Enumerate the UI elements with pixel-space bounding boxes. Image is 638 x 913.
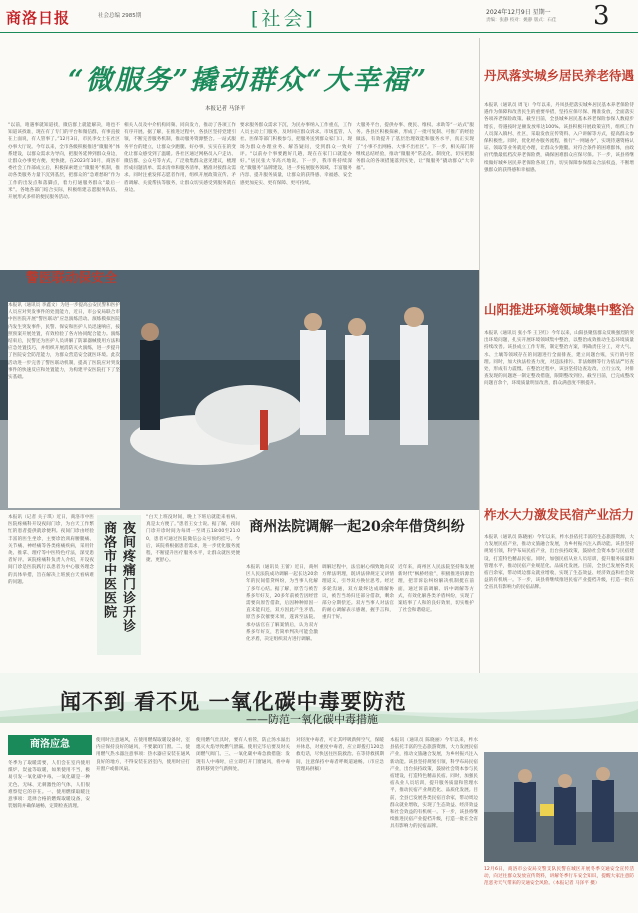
masthead xyxy=(0,0,638,38)
tcm-col-1: 本报讯（记者 关子琪）近日，商洛市中医医院疼痛科开设夜间门诊，为白天工作繁忙的患者提供就诊便利。夜间门诊由经验丰富的医生坐诊，主要诊治颈肩腰腿痛、关节痛、神经痛等各类疼痛疾病，采用针灸、推拿、理疗等中医特色疗法，深受患者好评。该院疼痛科负责人介绍，开设夜间门诊是医院践行以患者为中心服务理念的具体举措，旨在解决上班族白天看病难的问题。 xyxy=(8,515,94,585)
header-rule xyxy=(0,32,638,33)
emergency-tag: 商洛应急 xyxy=(8,735,92,755)
date-line: 2024年12月9日 星期一 xyxy=(486,9,551,16)
court-col-2: 调解过程中，法官耐心细致地向双方释法明理，既讲法律规定又讲情理道义，引导双方换位思考。经过多轮沟通，双方最终达成调解协议，被告当场归还部分借款，剩余部分分期偿还。双方当事人对法官的耐心调解表示感谢，握手言和，重归于好。 xyxy=(322,565,394,621)
lead-headline: “微服务”撬动群众“大幸福” xyxy=(67,65,429,96)
tcm-vertical-title-box xyxy=(97,515,141,655)
court-title: 商州法院调解一起20余年借贷纠纷 xyxy=(249,519,465,535)
photo-caption: 12月6日，商洛市公安局交警支队民警在城区开展冬季交通安全宣传活动，向过往群众发放宣传资料，讲解冬季行车安全知识，提醒大家注意防范恶劣天气带来的交通安全风险。（本报记者 马泽平 摄） xyxy=(484,867,634,887)
page-number: 3 xyxy=(593,1,610,31)
court-col-1: 本报讯（通讯员 王蕾）近日，商州区人民法院成功调解一起长达20余年的民间借贷纠纷，为当事人化解了多年心结。据了解，原告与被告系多年好友，20多年前被告因经营需要向原告借款，后因种种原因一直未能归还，双方因此产生矛盾。原告多次催要未果，遂诉至法院。承办法官在了解案情后，认为双方系多年好友，若简单判决可能会激化矛盾，决定组织双方进行调解。 xyxy=(246,565,318,643)
right-mid-body: 本报讯（通讯员 张小华 王卫红）今年以来，山阳县聚焦群众反映强烈的突出环境问题，扎实开展环境领域集中整治，以整治成效推动生态环境质量持续改善。该县成立工作专班，制定整治方案，明确责任分工，对大气、水、土壤等领域存在的问题进行全面排查，建立问题台账，实行销号管理。同时，加大执法检查力度，对违法排污、非法倾倒等行为依法严厉查处，形成有力震慑。在整治过程中，该县坚持边查边改、立行立改，对排查发现的问题逐一制定整改措施，限期整改到位。截至目前，已完成整改问题百余个，环境质量明显改善，群众满意度不断提升。 xyxy=(484,331,634,387)
tcm-title-2: 商洛市中医医院 xyxy=(101,521,116,619)
co-col-5: 本报讯（通讯员 陈晓丽）今年以来，柞水县依托丰富的生态旅游资源，大力发展民宿产业，推动文旅融合发展，为乡村振兴注入新动能。该县坚持规划引领，科学布局民宿产业，出台扶持政策，鼓励社会资本参与民宿建设，打造特色精品民宿。同时，加强民宿从业人员培训，提升服务质量和管理水平，推动民宿产业规范化、品质化发展。目前，全县已发展各类民宿百余家，带动周边群众就业增收，实现了生态效益、经济效益和社会效益的有机统一。下一步，该县将继续推进民宿产业提档升级，打造一批在全省具有影响力的民宿品牌。 xyxy=(390,738,478,830)
co-col-4: 对轻度中毒者，可让其呼吸新鲜空气，保暖并休息，对重度中毒者，应立即拨打120急救电话，尽快送往医院救治。在等待救援期间，注意保持中毒者呼吸道通畅。（市应急管理局供稿） xyxy=(296,738,384,772)
lead-col-4: 大服务平台，提供办事、便民、维权、求助等“一站式”服务。各县区积极探索，形成了一批可复制、可推广的经验做法，有效提升了基层治理效能和服务水平，真正实现了“小事不出网格、大事不出社区”。下一步，相关部门将继续总结经验，推动“微服务”常态化、制度化，切实把服务群众的各项措施落到实处，让“微服务”撬动群众“大幸福”。 xyxy=(356,123,474,172)
court-col-3: 近年来，商州区人民法院坚持和发展新时代“枫桥经验”，积极推进诉源治理，把非诉讼纠纷解决机制挺在前面，通过诉前调解、诉中调解等方式，有效化解各类矛盾纠纷，实现了案结事了人和的良好效果，切实维护了社会和谐稳定。 xyxy=(398,565,474,614)
right-top-body: 本报讯（通讯员 周飞）今年以来，丹凤县把落实城乡居民基本养老保险待遇作为保障和改善民生的重要举措，坚持应保尽保、精准发放，全面落实各项养老保险政策。截至目前，全县城乡居民基本养老保险参保人数稳步增长，待遇按时足额发放率达100%。该县积极开展政策宣传，组织工作人员深入镇村、社区，采取发放宣传资料、入户讲解等方式，提高群众参保积极性。同时，优化经办服务流程，推行“一网通办”，实现待遇资格认证、领取等业务就近办理，让群众少跑腿。对符合条件的困难群体，由政府代缴最低档次养老保险费，确保困难群众应保尽保。下一步，该县将继续做好城乡居民养老保险各项工作，切实保障参保群众合法权益，不断增强群众的获得感和幸福感。 xyxy=(484,103,634,173)
co-col-2: 使用时注意通风，在使用燃煤取暖设备时，室内应保持良好的通风，不要紧闭门窗。二、使用燃气热水器注意事项：热水器应安装在通风良好的地方，不得安装在浴室内，使用时应打开窗户或排风扇。 xyxy=(96,738,190,772)
police-body: 本报讯（通讯员 李鑫文）为进一步提高公安民警和医护人员应对突发事件的处置能力，近日，市公安局联合市中医医院开展“警医联动”应急演练活动。演练模拟医院内发生突发事件，民警、保安和医护人员迅速响应，按照预案开展处置，有效检验了各方协同配合能力。演练结束后，民警还为医护人员讲解了防暴器械使用方法和应急处置技巧，并组织开展消防灭火演练，进一步提升了医院安全防范能力，为群众营造安全就医环境。此次活动进一步完善了警医联动机制，提高了医院应对突发事件的快速反应和处置能力，为构建平安医院打下了坚实基础。 xyxy=(8,302,120,508)
right-top-title: 丹凤落实城乡居民养老待遇 xyxy=(484,68,635,83)
co-subtitle: ——防范一氧化碳中毒措施 xyxy=(246,713,378,726)
newspaper-logo: 商洛日报 xyxy=(6,9,71,27)
co-col-3: 使用燃气灶具时，要有人看管，防止汤水溢出熄灭火焰导致燃气泄漏。使用完毕后要及时关闭燃气阀门。三、一氧化碳中毒急救措施：发现有人中毒时，应立即打开门窗通风，将中毒者转移到空气新鲜处。 xyxy=(196,738,290,772)
right-bottom-body: 本报讯（通讯员 陈晓丽）今年以来，柞水县依托丰富的生态旅游资源，大力发展民宿产业，推动文旅融合发展，为乡村振兴注入新动能。该县坚持规划引领，科学布局民宿产业，出台扶持政策，鼓励社会资本参与民宿建设，打造特色精品民宿。同时，加强民宿从业人员培训，提升服务质量和管理水平，推动民宿产业规范化、品质化发展。目前，全县已发展各类民宿百余家，带动周边群众就业增收，实现了生态效益、经济效益和社会效益的有机统一。下一步，该县将继续推进民宿产业提档升级，打造一批在全省具有影响力的民宿品牌。 xyxy=(484,535,634,591)
co-col-1: 冬季为了取暖需要，人们会在室内使用煤炉、炭盆等取暖，如果使用不当，极易引发一氧化碳中毒。一氧化碳是一种无色、无味、无刺激性的气体，人们很难察觉它的存在。一、使用燃煤取暖注意事项：选择合格的燃煤取暖设备，安装烟筒并确保通畅，定期检查清理。 xyxy=(8,761,90,810)
section-label: [社会] xyxy=(251,8,316,30)
issue-info: 社会总编 2985期 xyxy=(98,13,142,19)
tcm-title-1: 夜间疼痛门诊开诊 xyxy=(120,521,135,633)
lead-col-1: “以前，咱遇事就知道找，微信群上就能解决，咱也不知道该找谁，现在有了专门的平台和微信群，有事直接在上面说，有人管事了。”12月3日，市民李女士在社区办事大厅说。今年以来，全市各级积极推进“微服务”体系建设，以群众需求为导向，把服务延伸到群众身边，让群众办事更方便、更快捷。在2023年10月，商洛市委社会工作部成立后，积极探索建立“微服务”机制，推动各类服务力量下沉到基层，把群众的“急难愁盼”作为工作的出发点和落脚点，着力打通服务群众“最后一米”。各地各部门结合实际，积极组建志愿服务队伍，开展形式多样的便民服务活动。 xyxy=(8,123,120,201)
traffic-police-photo xyxy=(484,752,638,862)
co-title: 闻不到 看不见 一氧化碳中毒要防范 xyxy=(60,689,407,714)
lead-col-2: 相关人员及中介机构同频、同向发力，推动了各项工作有序开展。据了解，在推进过程中，各县区坚持党建引领，不断完善服务机制，推动服务资源整合。一站式服务平台的建立，让群众少跑腿、好办事，实实在在的变化让群众感受到了温暖。各社区通过网格员入户走访、微信群、公众号等方式，广泛收集群众意见建议，梳理形成问题清单、需求清单和服务清单，精准对接群众需求。同时注重发挥志愿者作用，组织开展政策宣传、矛盾调解、关爱帮扶等服务，让群众切实感受到服务就在身边。 xyxy=(124,123,236,193)
column-divider xyxy=(479,38,480,673)
editors-line: 责编：张静 校对：姚静 版式：石佳 xyxy=(486,18,557,23)
right-mid-title: 山阳推进环境领域集中整治 xyxy=(484,302,635,317)
lead-byline: 本报记者 马泽平 xyxy=(205,106,246,112)
tcm-col-2: “白天上班没时间，晚上下班后就能来看病，真是太方便了。”患者王女士说。据了解，夜间门诊开诊时间为每周一至周五18:00至21:00，患者可通过医院微信公众号预约挂号。今后，该院将根据患者需求，进一步优化服务流程，不断提升医疗服务水平，让群众就医更便捷、更舒心。 xyxy=(146,515,240,564)
lead-col-3: 要求服务群众需求下沉，为民办事纳入工作重点，工作人员主动上门服务，及时回应群众诉求。市场监管、人社、医保等部门积极参与，把服务送到群众家门口，现场为群众办理业务、解答疑问，受到群众一致好评。“以前办个事要跑好几趟，现在在家门口就能办好。”居民张大爷高兴地说。下一步，我市将持续深化“微服务”品牌建设，进一步拓展服务领域、丰富服务内容、提升服务质量，让群众的获得感、幸福感、安全感更加充实、更有保障、更可持续。 xyxy=(240,123,352,186)
right-bottom-title: 柞水大力激发民宿产业活力 xyxy=(484,507,635,522)
police-title: 警医联动保安全 xyxy=(26,271,118,286)
traffic-police-illustration xyxy=(484,752,638,862)
